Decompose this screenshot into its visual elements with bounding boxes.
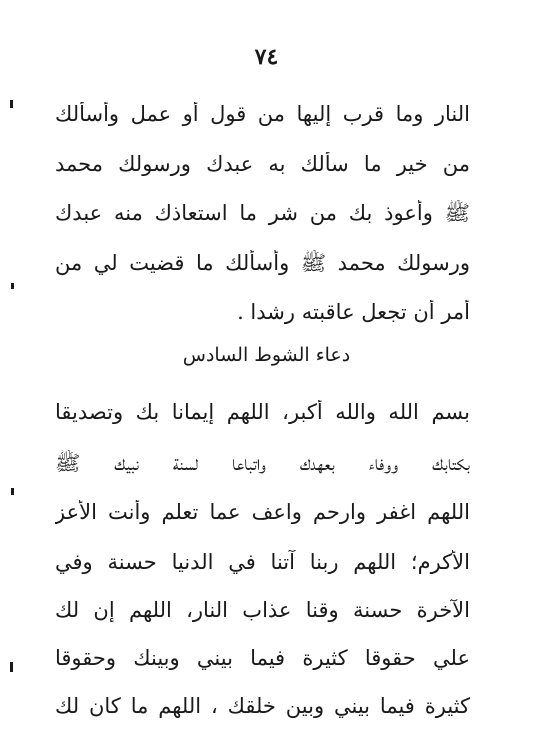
text-line: الآخرة حسنة وقنا عذاب النار، اللهم إن لك [55, 598, 470, 622]
text-line: من خير ما سألك به عبدك ورسولك محمد [55, 152, 470, 176]
text-line: بكتابك ووفاء بعهدك واتباعا لسنة نبيك ﷺ [55, 451, 470, 475]
text-line: ﷺ وأعوذ بك من شر ما استعاذك منه عبدك [55, 201, 470, 225]
scan-mark [11, 283, 14, 289]
page-number: ٧٤ [254, 44, 279, 70]
text-line: اللهم اغفر وارحم واعف عما تعلم وأنت الأعز [55, 500, 470, 524]
text-line: علي حقوقا كثيرة فيما بيني وبينك وحقوقا [55, 646, 470, 670]
text-line: أمر أن تجعل عاقبته رشدا . [237, 300, 470, 324]
scan-mark [10, 662, 13, 672]
section-heading: دعاء الشوط السادس [182, 344, 351, 366]
scan-mark [11, 488, 14, 495]
text-line: بسم الله والله أكبر، اللهم إيمانا بك وتصديقا [55, 400, 470, 424]
text-line: كثيرة فيما بيني وبين خلقك ، اللهم ما كان لك [55, 694, 470, 718]
text-line: الأكرم؛ اللهم ربنا آتنا في الدنيا حسنة وفي [55, 550, 470, 574]
text-line: النار وما قرب إليها من قول أو عمل وأسألك [55, 102, 470, 126]
scan-mark [10, 100, 13, 108]
text-line: ورسولك محمد ﷺ وأسألك ما قضيت لي من [55, 251, 470, 275]
